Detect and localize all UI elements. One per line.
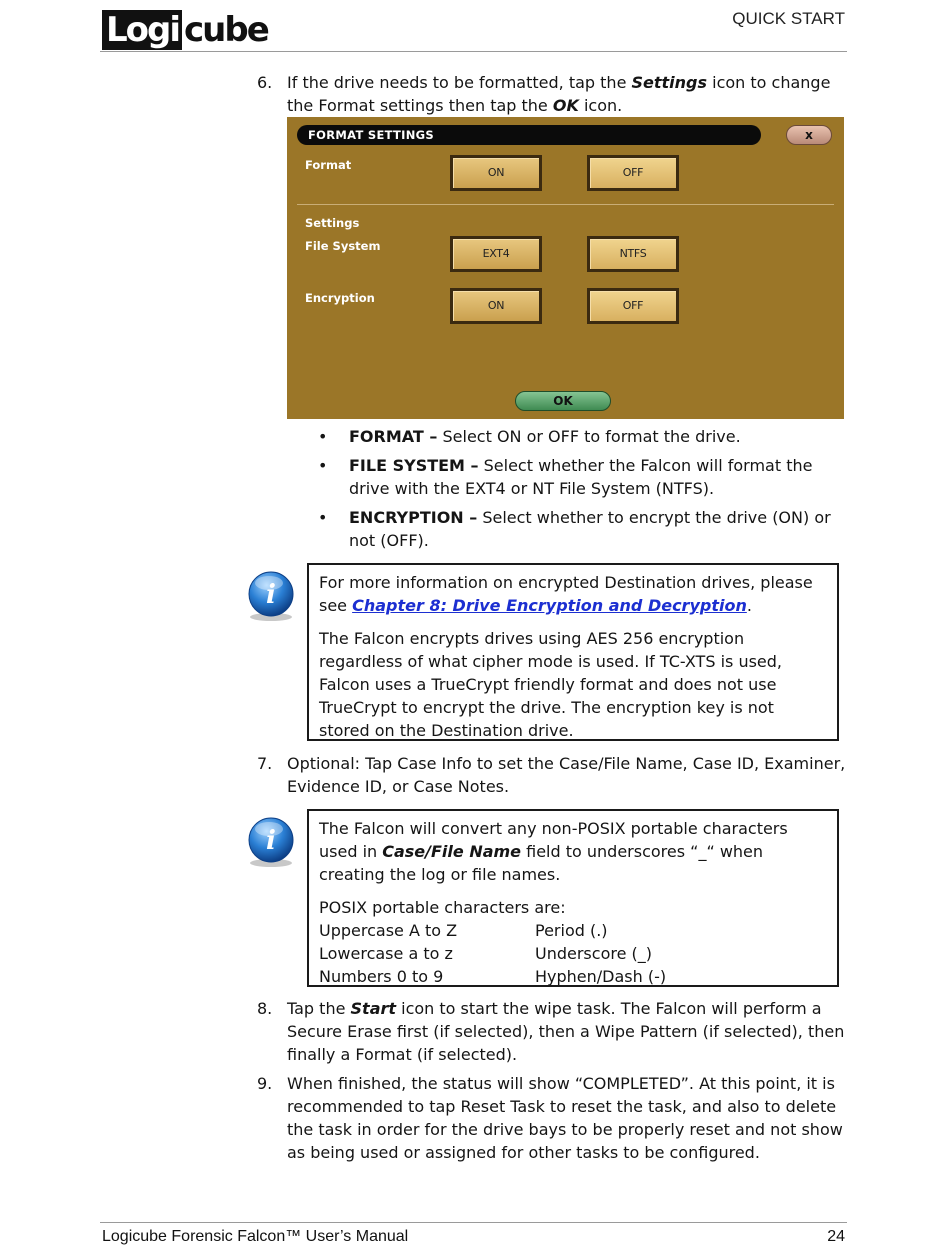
step-text: Optional: Tap Case Info to set the Case/File Name, Case ID, Examiner, Evidence ID, or Case Notes. <box>287 754 846 796</box>
note-encryption: For more information on encrypted Destination drives, please see Chapter 8: Drive Encryption and Decryption. The Falcon encrypts drives using AES 256 encryption regardless of what cipher mode is used. If TC-XTS is used, Falcon uses a TrueCrypt friendly format and does not use TrueCrypt to encrypt the drive. The encryption key is not stored on the Destination drive. <box>307 563 839 741</box>
list-item: • FORMAT – Select ON or OFF to format the drive. <box>318 427 741 446</box>
list-item: • FILE SYSTEM – Select whether the Falcon will format the drive with the EXT4 or NT File System (NTFS). <box>318 456 813 498</box>
encryption-label: Encryption <box>305 291 375 305</box>
close-button[interactable]: x <box>786 125 832 145</box>
settings-label: Settings <box>305 216 360 230</box>
list-item: • ENCRYPTION – Select whether to encrypt the drive (ON) or not (OFF). <box>318 508 831 550</box>
encryption-on-button[interactable]: ON <box>450 288 542 324</box>
divider <box>297 204 834 205</box>
settings-bullet-list <box>318 425 848 558</box>
format-label: Format <box>305 158 352 172</box>
info-icon <box>245 570 297 622</box>
page-header <box>100 6 847 52</box>
page-number: 24 <box>827 1228 845 1245</box>
format-off-button[interactable]: OFF <box>587 155 679 191</box>
step-number: 9. <box>257 1074 273 1093</box>
step-text: If the drive needs to be formatted, tap the Settings icon to change the Format settings then tap the OK icon. <box>287 73 831 115</box>
svg-text:i: i <box>266 580 276 610</box>
file-system-label: File System <box>305 239 381 253</box>
step-text: When finished, the status will show “COMPLETED”. At this point, it is recommended to tap Reset Task to reset the task, and also to delete the task in order for the drive bays to be properly reset and not show as being used or assigned for other tasks to be configured. <box>287 1074 843 1162</box>
chapter-8-link[interactable]: Chapter 8: Drive Encryption and Decryption <box>352 596 747 615</box>
dialog-title: FORMAT SETTINGS <box>297 125 761 145</box>
step-number: 8. <box>257 999 273 1018</box>
ext4-button[interactable]: EXT4 <box>450 236 542 272</box>
ntfs-button[interactable]: NTFS <box>587 236 679 272</box>
info-icon <box>245 816 297 868</box>
posix-character-table: Uppercase A to Z Period (.) Lowercase a to z Underscore (_) Numbers 0 to 9 Hyphen/Dash (-) <box>319 921 667 986</box>
section-title: QUICK START <box>732 9 845 28</box>
step-text: Tap the Start icon to start the wipe task. The Falcon will perform a Secure Erase first (if selected), then a Wipe Pattern (if selected), then finally a Format (if selected). <box>287 999 845 1064</box>
format-on-button[interactable]: ON <box>450 155 542 191</box>
manual-title: Logicube Forensic Falcon™ User’s Manual <box>102 1228 409 1245</box>
step-number: 6. <box>257 73 273 92</box>
ok-button[interactable]: OK <box>515 391 611 411</box>
encryption-off-button[interactable]: OFF <box>587 288 679 324</box>
logicube-logo: Logi cube <box>102 10 268 50</box>
note-posix: The Falcon will convert any non-POSIX portable characters used in Case/File Name field to underscores “_“ when creating the log or file names. POSIX portable characters are: Uppercase A to Z Period (.) Lowercase a to z Underscore (_) Numbers 0 to 9 Hyphen/Dash (-) <box>307 809 839 987</box>
page-footer <box>100 1222 847 1245</box>
step-number: 7. <box>257 754 273 773</box>
svg-text:i: i <box>266 826 276 856</box>
format-settings-dialog <box>287 117 844 419</box>
